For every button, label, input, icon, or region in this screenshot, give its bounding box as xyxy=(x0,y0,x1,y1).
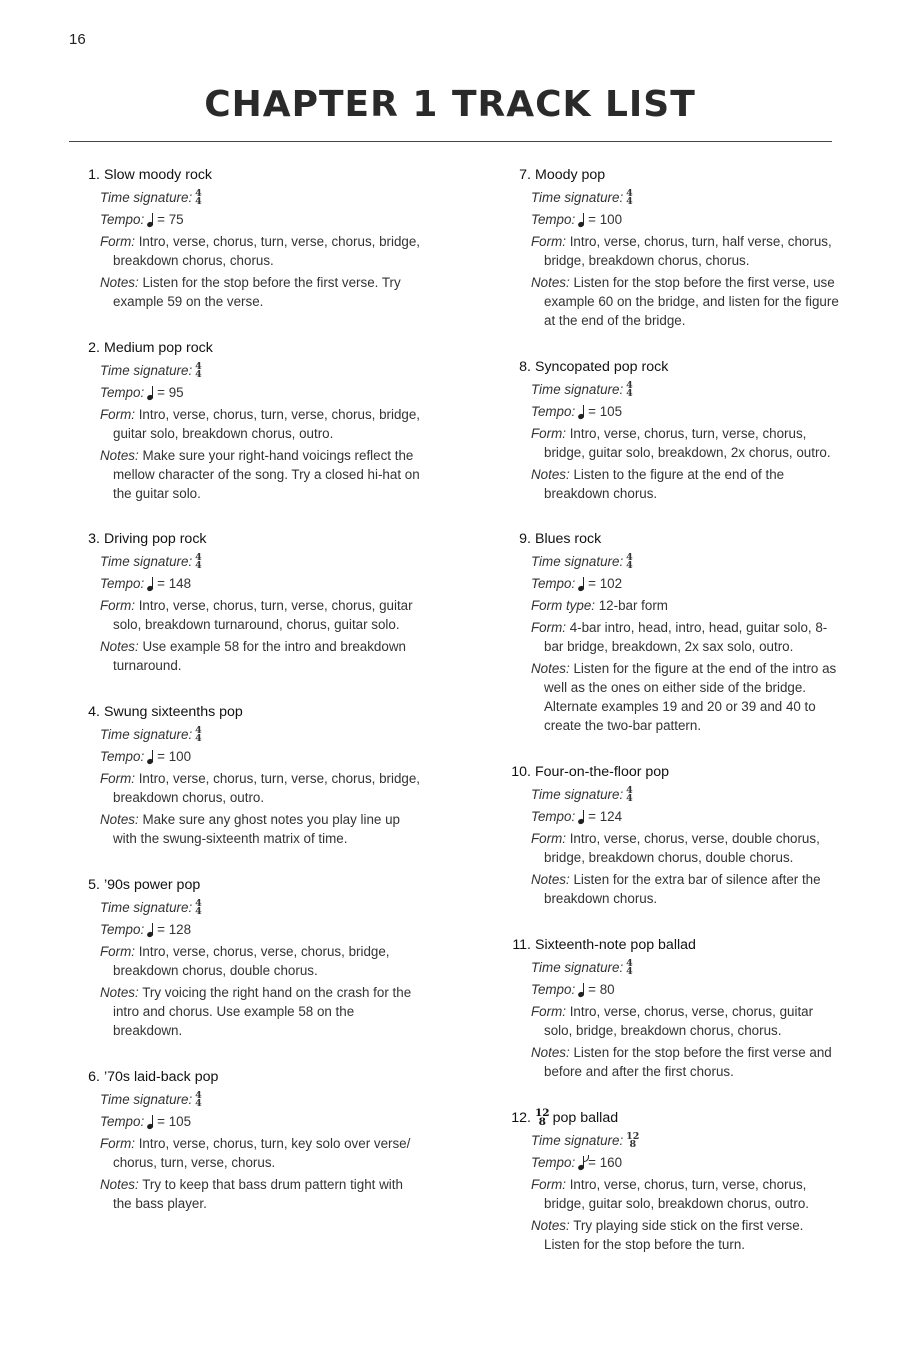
tempo-label: Tempo: xyxy=(100,576,145,591)
quarter-note-icon xyxy=(578,576,587,590)
notes xyxy=(100,1175,425,1213)
quarter-note-icon xyxy=(147,922,156,936)
track-item xyxy=(85,530,425,678)
form-value: Intro, verse, chorus, turn, verse, chorus, bridge, breakdown chorus, outro. xyxy=(113,771,421,805)
tempo-value: = 128 xyxy=(157,922,192,937)
eighth-note-icon xyxy=(578,1155,587,1169)
form-value: Intro, verse, chorus, turn, verse, chorus, bridge, guitar solo, breakdown, 2x chorus, outro. xyxy=(544,426,831,460)
notes-value: Listen to the figure at the end of the breakdown chorus. xyxy=(544,467,785,501)
time-signature-numerator: 4 xyxy=(626,958,633,970)
notes-label: Notes: xyxy=(100,985,139,1000)
tempo xyxy=(100,1112,425,1131)
tempo xyxy=(531,980,840,999)
tempo xyxy=(531,574,840,593)
tempo-label: Tempo: xyxy=(531,404,576,419)
form-value: Intro, verse, chorus, verse, double chorus, bridge, breakdown chorus, double chorus. xyxy=(544,831,820,865)
track-number: 8. xyxy=(519,359,531,375)
track-item xyxy=(510,763,840,911)
quarter-note-icon xyxy=(147,749,156,763)
track-name: Blues rock xyxy=(535,531,602,547)
tempo-label: Tempo: xyxy=(100,212,145,227)
form-value: Intro, verse, chorus, turn, verse, chorus, bridge, guitar solo, breakdown chorus, outro. xyxy=(113,407,421,441)
form xyxy=(100,769,425,807)
track-name: ’90s power pop xyxy=(104,877,201,893)
track-heading xyxy=(510,530,840,549)
time-signature xyxy=(531,958,840,977)
title-divider xyxy=(69,141,832,142)
quarter-note-icon xyxy=(147,212,156,226)
time-signature-numerator: 4 xyxy=(195,898,202,910)
tempo xyxy=(531,402,840,421)
track-item xyxy=(510,936,840,1084)
track-name: Medium pop rock xyxy=(104,340,213,356)
form xyxy=(531,618,840,656)
notes xyxy=(531,465,840,503)
form-value: Intro, verse, chorus, turn, half verse, chorus, bridge, breakdown chorus, chorus. xyxy=(544,234,832,268)
form-value: 4-bar intro, head, intro, head, guitar solo, 8-bar bridge, breakdown, 2x sax solo, outro. xyxy=(544,620,828,654)
time-signature xyxy=(531,1131,840,1150)
track-name: pop ballad xyxy=(552,1110,619,1126)
time-signature-denominator: 4 xyxy=(626,388,633,400)
notes-value: Try playing side stick on the first verse. Listen for the stop before the turn. xyxy=(544,1218,804,1252)
tempo-label: Tempo: xyxy=(100,922,145,937)
time-signature-numerator: 4 xyxy=(626,188,633,200)
time-signature-value xyxy=(626,190,633,206)
track-item xyxy=(85,339,425,506)
quarter-note-icon xyxy=(147,576,156,590)
time-signature-label: Time signature: xyxy=(100,900,193,915)
notes-label: Notes: xyxy=(100,448,139,463)
form-type-value: 12-bar form xyxy=(598,598,668,613)
time-signature-numerator: 12 xyxy=(535,1107,550,1120)
tempo xyxy=(531,1153,840,1172)
time-signature-label: Time signature: xyxy=(100,1092,193,1107)
time-signature-value xyxy=(626,382,633,398)
track-number: 9. xyxy=(519,531,531,547)
time-signature xyxy=(100,188,425,207)
time-signature-numerator: 4 xyxy=(626,785,633,797)
track-number: 1. xyxy=(88,167,100,183)
track-number: 2. xyxy=(88,340,100,356)
quarter-note-icon xyxy=(147,1114,156,1128)
time-signature-denominator: 4 xyxy=(626,793,633,805)
time-signature-denominator: 4 xyxy=(195,560,202,572)
time-signature-denominator: 8 xyxy=(629,1139,637,1151)
track-item xyxy=(510,358,840,506)
tempo xyxy=(531,807,840,826)
tempo-label: Tempo: xyxy=(531,1155,576,1170)
time-signature-value xyxy=(626,1133,639,1149)
track-number: 12. xyxy=(511,1110,531,1126)
form-label: Form: xyxy=(531,426,566,441)
notes xyxy=(531,659,840,735)
notes-value: Make sure your right-hand voicings reflect the mellow character of the song. Try a closed hi-hat on the guitar solo. xyxy=(113,448,420,501)
notes-label: Notes: xyxy=(100,275,139,290)
track-heading xyxy=(510,166,840,185)
tempo-label: Tempo: xyxy=(100,1114,145,1129)
track-heading xyxy=(510,1109,840,1128)
form xyxy=(531,1175,840,1213)
time-signature xyxy=(531,552,840,571)
track-name: Swung sixteenths pop xyxy=(104,704,243,720)
time-signature-value xyxy=(195,900,202,916)
track-heading xyxy=(85,876,425,895)
form-value: Intro, verse, chorus, turn, verse, chorus, bridge, guitar solo, breakdown chorus, outro. xyxy=(544,1177,809,1211)
track-number: 11. xyxy=(512,937,531,953)
notes-value: Listen for the stop before the first verse, use example 60 on the bridge, and listen for the figure at the end of the bridge. xyxy=(544,275,839,328)
track-heading xyxy=(85,339,425,358)
tempo-label: Tempo: xyxy=(531,576,576,591)
form-value: Intro, verse, chorus, verse, chorus, bridge, breakdown chorus, double chorus. xyxy=(113,944,390,978)
notes-value: Listen for the stop before the first verse and before and after the first chorus. xyxy=(544,1045,832,1079)
time-signature-label: Time signature: xyxy=(531,554,624,569)
notes-value: Listen for the stop before the first verse. Try example 59 on the verse. xyxy=(113,275,401,309)
track-name: Driving pop rock xyxy=(104,531,207,547)
notes-value: Try voicing the right hand on the crash for the intro and chorus. Use example 58 on the breakdown. xyxy=(113,985,412,1038)
tempo xyxy=(100,574,425,593)
time-signature-label: Time signature: xyxy=(531,1133,624,1148)
time-signature-value xyxy=(195,190,202,206)
time-signature-numerator: 4 xyxy=(195,188,202,200)
tempo xyxy=(100,383,425,402)
tempo-value: = 105 xyxy=(157,1114,192,1129)
tempo-value: = 148 xyxy=(157,576,192,591)
tempo xyxy=(100,920,425,939)
form-value: Intro, verse, chorus, verse, chorus, guitar solo, bridge, breakdown chorus, chorus. xyxy=(544,1004,814,1038)
time-signature-numerator: 12 xyxy=(626,1131,640,1143)
tempo-value: = 124 xyxy=(588,809,623,824)
notes-value: Try to keep that bass drum pattern tight with the bass player. xyxy=(113,1177,403,1211)
track-item xyxy=(85,166,425,314)
tempo-value: = 80 xyxy=(588,982,615,997)
form xyxy=(100,596,425,634)
notes xyxy=(100,446,425,503)
page-number: 16 xyxy=(69,31,86,48)
track-item xyxy=(85,876,425,1043)
track-heading xyxy=(510,763,840,782)
form xyxy=(100,405,425,443)
notes xyxy=(531,273,840,330)
form-value: Intro, verse, chorus, turn, verse, chorus, bridge, breakdown chorus, chorus. xyxy=(113,234,421,268)
time-signature-value xyxy=(626,554,633,570)
time-signature-numerator: 4 xyxy=(195,361,202,373)
form-label: Form: xyxy=(100,598,135,613)
track-item xyxy=(510,166,840,333)
track-name: Four-on-the-floor pop xyxy=(535,764,670,780)
form xyxy=(100,942,425,980)
time-signature xyxy=(531,380,840,399)
form-type xyxy=(531,596,840,615)
track-number: 7. xyxy=(519,167,531,183)
tempo-label: Tempo: xyxy=(100,749,145,764)
form-label: Form: xyxy=(100,234,135,249)
tempo xyxy=(100,210,425,229)
tempo-value: = 100 xyxy=(157,749,192,764)
notes xyxy=(531,1043,840,1081)
notes-label: Notes: xyxy=(531,661,570,676)
form-label: Form: xyxy=(531,234,566,249)
form xyxy=(100,1134,425,1172)
tempo-label: Tempo: xyxy=(100,385,145,400)
track-item xyxy=(510,1109,840,1257)
time-signature-value xyxy=(195,1092,202,1108)
notes-value: Listen for the extra bar of silence after the breakdown chorus. xyxy=(544,872,821,906)
form-label: Form: xyxy=(100,1136,135,1151)
time-signature-denominator: 8 xyxy=(538,1116,546,1129)
time-signature-label: Time signature: xyxy=(100,554,193,569)
tempo-label: Tempo: xyxy=(531,982,576,997)
form-label: Form: xyxy=(100,407,135,422)
quarter-note-icon xyxy=(578,809,587,823)
track-number: 3. xyxy=(88,531,100,547)
tempo-value: = 102 xyxy=(588,576,623,591)
form-label: Form: xyxy=(100,771,135,786)
form xyxy=(531,232,840,270)
notes xyxy=(531,1216,840,1254)
time-signature xyxy=(100,552,425,571)
time-signature-denominator: 4 xyxy=(195,1098,202,1110)
notes xyxy=(531,870,840,908)
notes-label: Notes: xyxy=(531,275,570,290)
notes-value: Make sure any ghost notes you play line up with the swung-sixteenth matrix of time. xyxy=(113,812,400,846)
tempo-value: = 95 xyxy=(157,385,184,400)
form-value: Intro, verse, chorus, turn, verse, chorus, guitar solo, breakdown turnaround, chorus, guitar solo. xyxy=(113,598,413,632)
notes-label: Notes: xyxy=(100,812,139,827)
title-time-signature xyxy=(535,1109,550,1127)
time-signature xyxy=(100,725,425,744)
track-number: 10. xyxy=(511,764,531,780)
time-signature-label: Time signature: xyxy=(531,787,624,802)
form-label: Form: xyxy=(531,1177,566,1192)
time-signature-label: Time signature: xyxy=(100,363,193,378)
time-signature-label: Time signature: xyxy=(531,382,624,397)
track-heading xyxy=(510,358,840,377)
tempo-label: Tempo: xyxy=(531,809,576,824)
track-heading xyxy=(85,530,425,549)
time-signature-numerator: 4 xyxy=(626,552,633,564)
notes-label: Notes: xyxy=(531,1045,570,1060)
tempo xyxy=(531,210,840,229)
time-signature-value xyxy=(195,363,202,379)
time-signature-denominator: 4 xyxy=(195,196,202,208)
notes-value: Listen for the figure at the end of the intro as well as the ones on either side of the bridge. Alternate examples 19 and 20 or 39 and 40 to create the two-bar pattern. xyxy=(544,661,837,733)
form xyxy=(531,424,840,462)
notes-label: Notes: xyxy=(100,639,139,654)
track-heading xyxy=(85,1068,425,1087)
form-type-label: Form type: xyxy=(531,598,595,613)
tempo-value: = 100 xyxy=(588,212,623,227)
track-heading xyxy=(510,936,840,955)
quarter-note-icon xyxy=(147,385,156,399)
time-signature-value xyxy=(195,727,202,743)
track-heading xyxy=(85,166,425,185)
notes-value: Use example 58 for the intro and breakdown turnaround. xyxy=(113,639,406,673)
quarter-note-icon xyxy=(578,404,587,418)
form-label: Form: xyxy=(531,831,566,846)
tempo xyxy=(100,747,425,766)
notes-label: Notes: xyxy=(531,1218,570,1233)
time-signature-denominator: 4 xyxy=(195,733,202,745)
form-value: Intro, verse, chorus, turn, key solo over verse/ chorus, turn, verse, chorus. xyxy=(113,1136,411,1170)
page-title: CHAPTER 1 TRACK LIST xyxy=(204,84,696,125)
time-signature-label: Time signature: xyxy=(100,727,193,742)
track-number: 6. xyxy=(88,1069,100,1085)
notes-label: Notes: xyxy=(531,872,570,887)
time-signature-denominator: 4 xyxy=(626,196,633,208)
notes xyxy=(100,273,425,311)
notes xyxy=(100,810,425,848)
time-signature xyxy=(100,361,425,380)
track-name: ’70s laid-back pop xyxy=(104,1069,219,1085)
track-item xyxy=(510,530,840,738)
tempo-value: = 160 xyxy=(588,1155,623,1170)
notes-label: Notes: xyxy=(100,1177,139,1192)
time-signature-value xyxy=(195,554,202,570)
form-label: Form: xyxy=(100,944,135,959)
time-signature-value xyxy=(626,787,633,803)
time-signature-denominator: 4 xyxy=(195,906,202,918)
time-signature-denominator: 4 xyxy=(626,560,633,572)
track-name: Moody pop xyxy=(535,167,606,183)
notes xyxy=(100,983,425,1040)
form-label: Form: xyxy=(531,1004,566,1019)
quarter-note-icon xyxy=(578,212,587,226)
time-signature xyxy=(531,188,840,207)
track-name: Slow moody rock xyxy=(104,167,213,183)
track-number: 5. xyxy=(88,877,100,893)
form-label: Form: xyxy=(531,620,566,635)
time-signature-value xyxy=(626,960,633,976)
time-signature-numerator: 4 xyxy=(626,380,633,392)
form xyxy=(531,829,840,867)
time-signature-numerator: 4 xyxy=(195,1090,202,1102)
quarter-note-icon xyxy=(578,982,587,996)
notes xyxy=(100,637,425,675)
track-heading xyxy=(85,703,425,722)
time-signature-denominator: 4 xyxy=(195,369,202,381)
time-signature-numerator: 4 xyxy=(195,725,202,737)
time-signature-label: Time signature: xyxy=(531,190,624,205)
time-signature-numerator: 4 xyxy=(195,552,202,564)
time-signature xyxy=(100,1090,425,1109)
time-signature-denominator: 4 xyxy=(626,966,633,978)
form xyxy=(100,232,425,270)
time-signature xyxy=(531,785,840,804)
track-item xyxy=(85,703,425,851)
time-signature-label: Time signature: xyxy=(100,190,193,205)
track-name: Sixteenth-note pop ballad xyxy=(535,937,696,953)
time-signature-label: Time signature: xyxy=(531,960,624,975)
tempo-value: = 75 xyxy=(157,212,184,227)
notes-label: Notes: xyxy=(531,467,570,482)
track-item xyxy=(85,1068,425,1216)
tempo-label: Tempo: xyxy=(531,212,576,227)
time-signature xyxy=(100,898,425,917)
track-name: Syncopated pop rock xyxy=(535,359,669,375)
track-number: 4. xyxy=(88,704,100,720)
tempo-value: = 105 xyxy=(588,404,623,419)
form xyxy=(531,1002,840,1040)
